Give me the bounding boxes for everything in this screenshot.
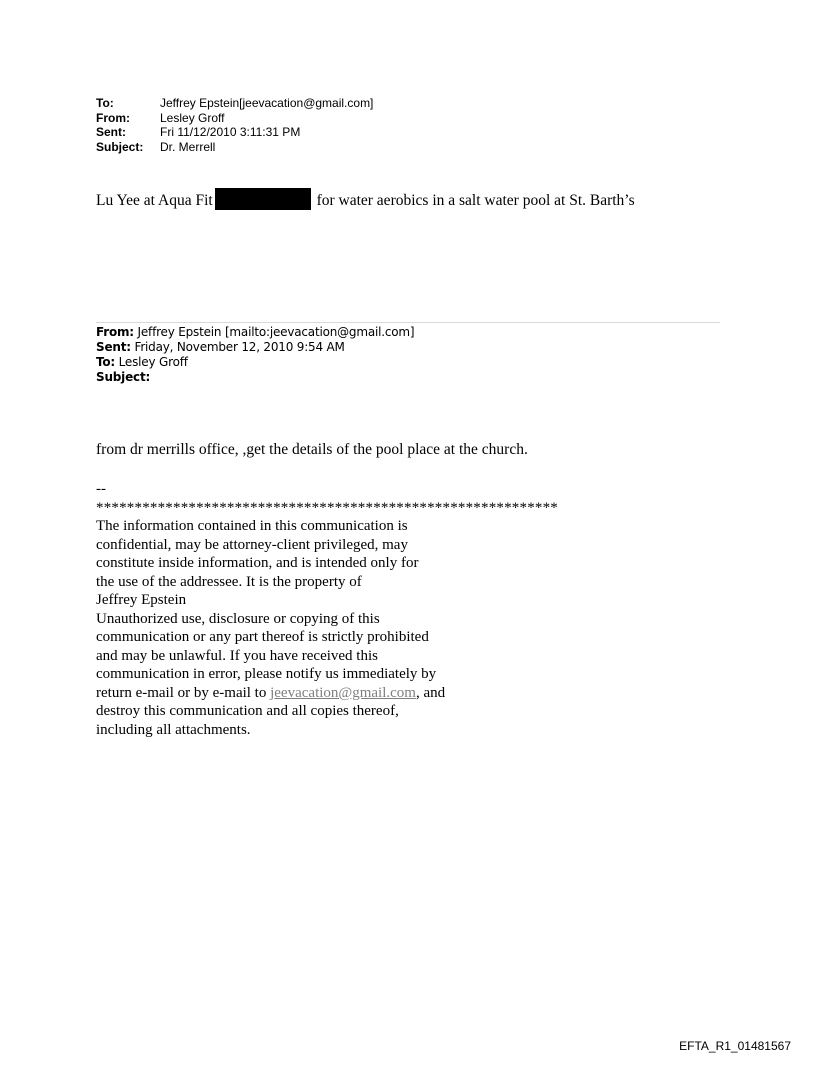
disclaimer-line: the use of the addressee. It is the property of [96,573,362,590]
fwd-to-row [96,355,414,370]
disclaimer-line: constitute inside information, and is intended only for [96,555,419,571]
message-body [96,188,635,211]
fwd-to-value: Lesley Groff [115,355,188,369]
header-to-row [96,96,373,111]
disclaimer-line: Jeffrey Epstein [96,592,187,608]
email-header [96,96,373,154]
to-label: To: [96,96,114,110]
fwd-sent-value: Friday, November 12, 2010 9:54 AM [130,340,345,354]
disclaimer-line: including all attachments. [96,721,251,738]
subject-value: Dr. Merrell [160,139,216,154]
from-label: From: [96,110,130,125]
disclaimer-line: and may be unlawful. If you have received this [96,647,378,664]
signature-block [96,480,558,739]
email-link[interactable]: jeevacation@gmail.com [270,684,416,701]
fwd-sent-row [96,340,414,355]
disclaimer-line: communication in error, please notify us immediately by [96,666,437,682]
fwd-from-value: Jeffrey Epstein [mailto:jeevacation@gmail.com] [133,325,415,339]
disclaimer-line: Unauthorized use, disclosure or copying of this [96,610,380,627]
subject-label: Subject: [96,139,144,154]
disclaimer-line: communication or any part thereof is strictly prohibited [96,629,429,645]
header-from-row [96,111,373,126]
fwd-subject-row [96,370,414,385]
sent-value: Fri 11/12/2010 3:11:31 PM [160,125,301,139]
forwarded-body: from dr merrills office, ,get the details of the pool place at the church. [96,441,528,458]
disclaimer-line: confidential, may be attorney-client privileged, may [96,536,408,553]
fwd-subject-label: Subject: [96,370,151,384]
email-line-before: return e-mail or by e-mail to [96,684,271,701]
disclaimer-email-line [96,684,558,703]
disclaimer-line: destroy this communication and all copies thereof, [96,703,399,719]
fwd-from-label: From: [96,325,134,339]
redaction-box [215,188,311,210]
from-value: Lesley Groff [160,110,225,125]
header-sent-row [96,125,373,140]
fwd-from-row [96,325,414,340]
fwd-to-label: To: [96,355,116,369]
email-line-after: , and [415,684,446,701]
message-text-before: Lu Yee at Aqua Fit [96,192,213,209]
message-text-after: for water aerobics in a salt water pool at St. Barth’s [316,192,635,209]
fwd-sent-label: Sent: [96,340,131,354]
disclaimer-line: The information contained in this communication is [96,518,408,534]
to-value: Jeffrey Epstein[jeevacation@gmail.com] [160,96,374,110]
header-subject-row [96,140,373,155]
signature-stars: ************************************************************ [96,499,558,516]
forwarded-header [96,325,414,385]
signature-dashes: -- [96,481,106,497]
sent-label: Sent: [96,125,126,139]
document-id: EFTA_R1_01481567 [679,1039,791,1053]
message-separator [96,322,720,323]
